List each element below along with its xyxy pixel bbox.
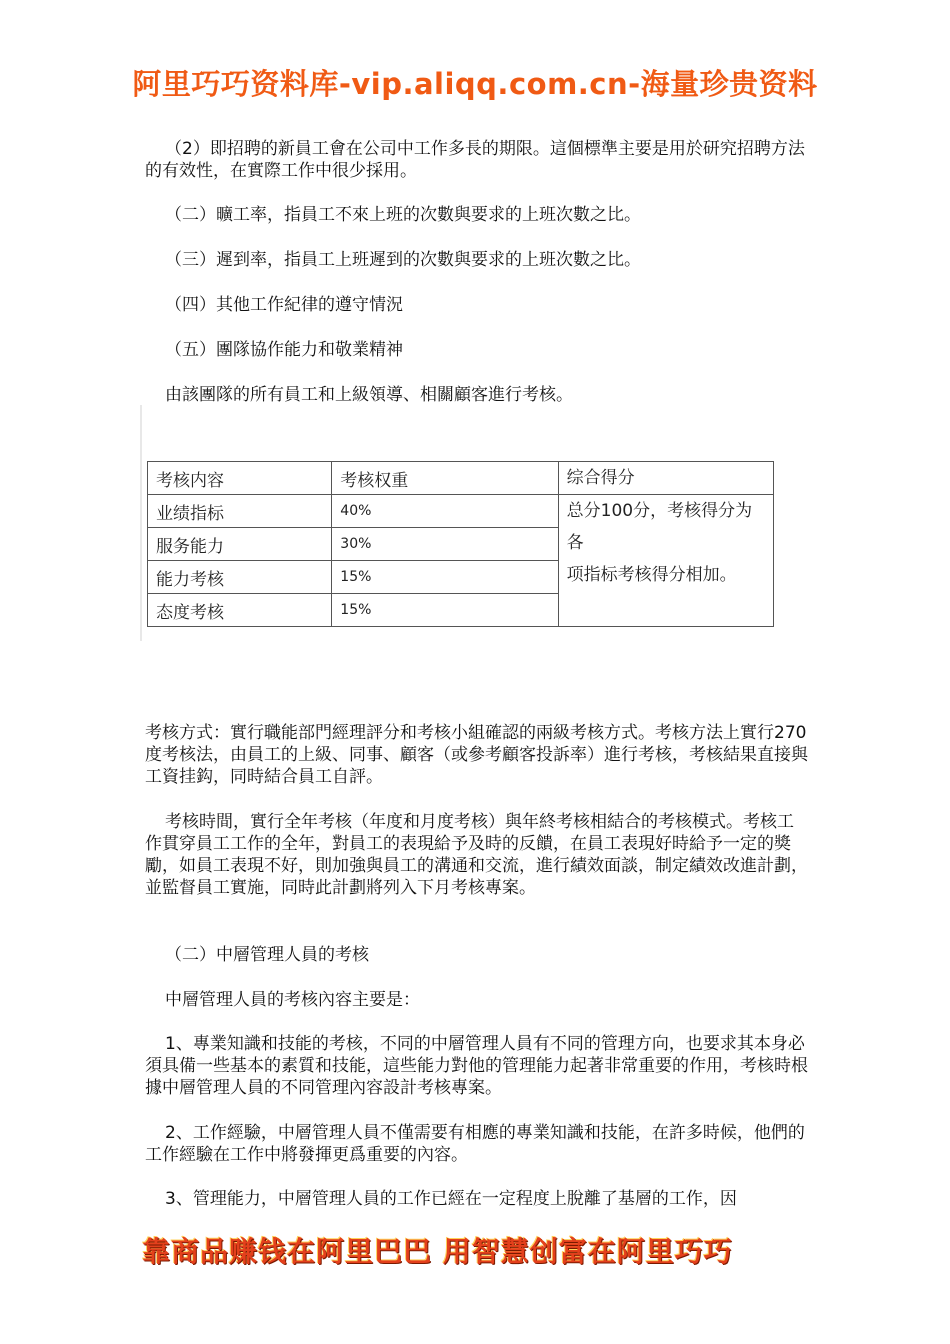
paragraph-middle-mgmt-heading	[145, 944, 810, 966]
paragraph-teamwork	[145, 339, 810, 361]
table-cell: 能力考核	[148, 561, 332, 594]
table-note-line: 总分100分，考核得分为各	[566, 501, 753, 553]
paragraph-skills	[145, 1033, 810, 1099]
table-header-cell: 考核权重	[332, 462, 558, 495]
paragraph-text: （二）曠工率，指員工不來上班的次數與要求的上班次數之比。	[165, 205, 641, 225]
table-header-row	[148, 462, 774, 495]
table-cell: 30%	[332, 528, 558, 561]
paragraph-text: 2、工作經驗，中層管理人員不僅需要有相應的專業知識和技能，在許多時候，他們的工作經驗在工作中將發揮更爲重要的內容。	[145, 1123, 805, 1165]
paragraph-discipline	[145, 294, 810, 316]
paragraph-team-review	[145, 384, 810, 406]
table-cell: 15%	[332, 594, 558, 627]
paragraph-text: （五）團隊協作能力和敬業精神	[165, 340, 403, 360]
paragraph-text: 1、專業知識和技能的考核，不同的中層管理人員有不同的管理方向，也要求其本身必須具備一些基本的素質和技能，這些能力對他的管理能力起著非常重要的作用，考核時根據中層管理人員的不同管理內容設計考核專案。	[145, 1034, 808, 1098]
paragraph-middle-mgmt-intro	[145, 989, 810, 1011]
table-header-cell: 考核内容	[148, 462, 332, 495]
paragraph-absence-rate	[145, 204, 810, 226]
paragraph-experience	[145, 1122, 810, 1166]
paragraph-text: 3、管理能力，中層管理人員的工作已經在一定程度上脫離了基層的工作，因	[165, 1189, 737, 1209]
paragraph-management	[145, 1188, 810, 1210]
table-row	[148, 495, 774, 528]
paragraph-late-rate	[145, 249, 810, 271]
header-banner: 阿里巧巧资料库-vip.aliqq.com.cn-海量珍贵资料	[132, 67, 818, 101]
table-cell: 40%	[332, 495, 558, 528]
table-cell: 业绩指标	[148, 495, 332, 528]
paragraph-text: （2）即招聘的新員工會在公司中工作多長的期限。這個標準主要是用於研究招聘方法的有效性，在實際工作中很少採用。	[145, 139, 805, 181]
table-note-cell	[558, 495, 773, 627]
table-cell: 15%	[332, 561, 558, 594]
paragraph-text: 由該團隊的所有員工和上級領導、相關顧客進行考核。	[165, 385, 573, 405]
paragraph-text: 中層管理人員的考核內容主要是：	[165, 990, 420, 1010]
table-header-cell: 综合得分	[558, 462, 773, 495]
table-note-line: 项指标考核得分相加。	[566, 565, 737, 585]
paragraph-text: （二）中層管理人員的考核	[165, 945, 369, 965]
paragraph-text: 考核時間，實行全年考核（年度和月度考核）與年終考核相結合的考核模式。考核工作貫穿員工工作的全年，對員工的表現給予及時的反饋，在員工表現好時給予一定的獎勵，如員工表現不好，則加強與員工的溝通和交流，進行績效面談，制定績效改進計劃，並監督員工實施，同時此計劃將列入下月考核專案。	[145, 812, 808, 898]
paragraph-method	[145, 722, 810, 788]
paragraph-text: （四）其他工作紀律的遵守情況	[165, 295, 403, 315]
footer-banner: 靠商品赚钱在阿里巴巴 用智慧创富在阿里巧巧	[142, 1235, 733, 1268]
paragraph-timing	[145, 811, 810, 899]
paragraph-recruit-duration	[145, 138, 810, 182]
table-cell: 服务能力	[148, 528, 332, 561]
paragraph-text: 考核方式：實行職能部門經理評分和考核小組確認的兩級考核方式。考核方法上實行270度考核法，由員工的上級、同事、顧客（或參考顧客投訴率）進行考核，考核結果直接與工資挂鈎，同時結合員工自評。	[145, 723, 808, 787]
table-cell: 态度考核	[148, 594, 332, 627]
paragraph-text: （三）遲到率，指員工上班遲到的次數與要求的上班次數之比。	[165, 250, 641, 270]
score-table	[147, 461, 774, 627]
